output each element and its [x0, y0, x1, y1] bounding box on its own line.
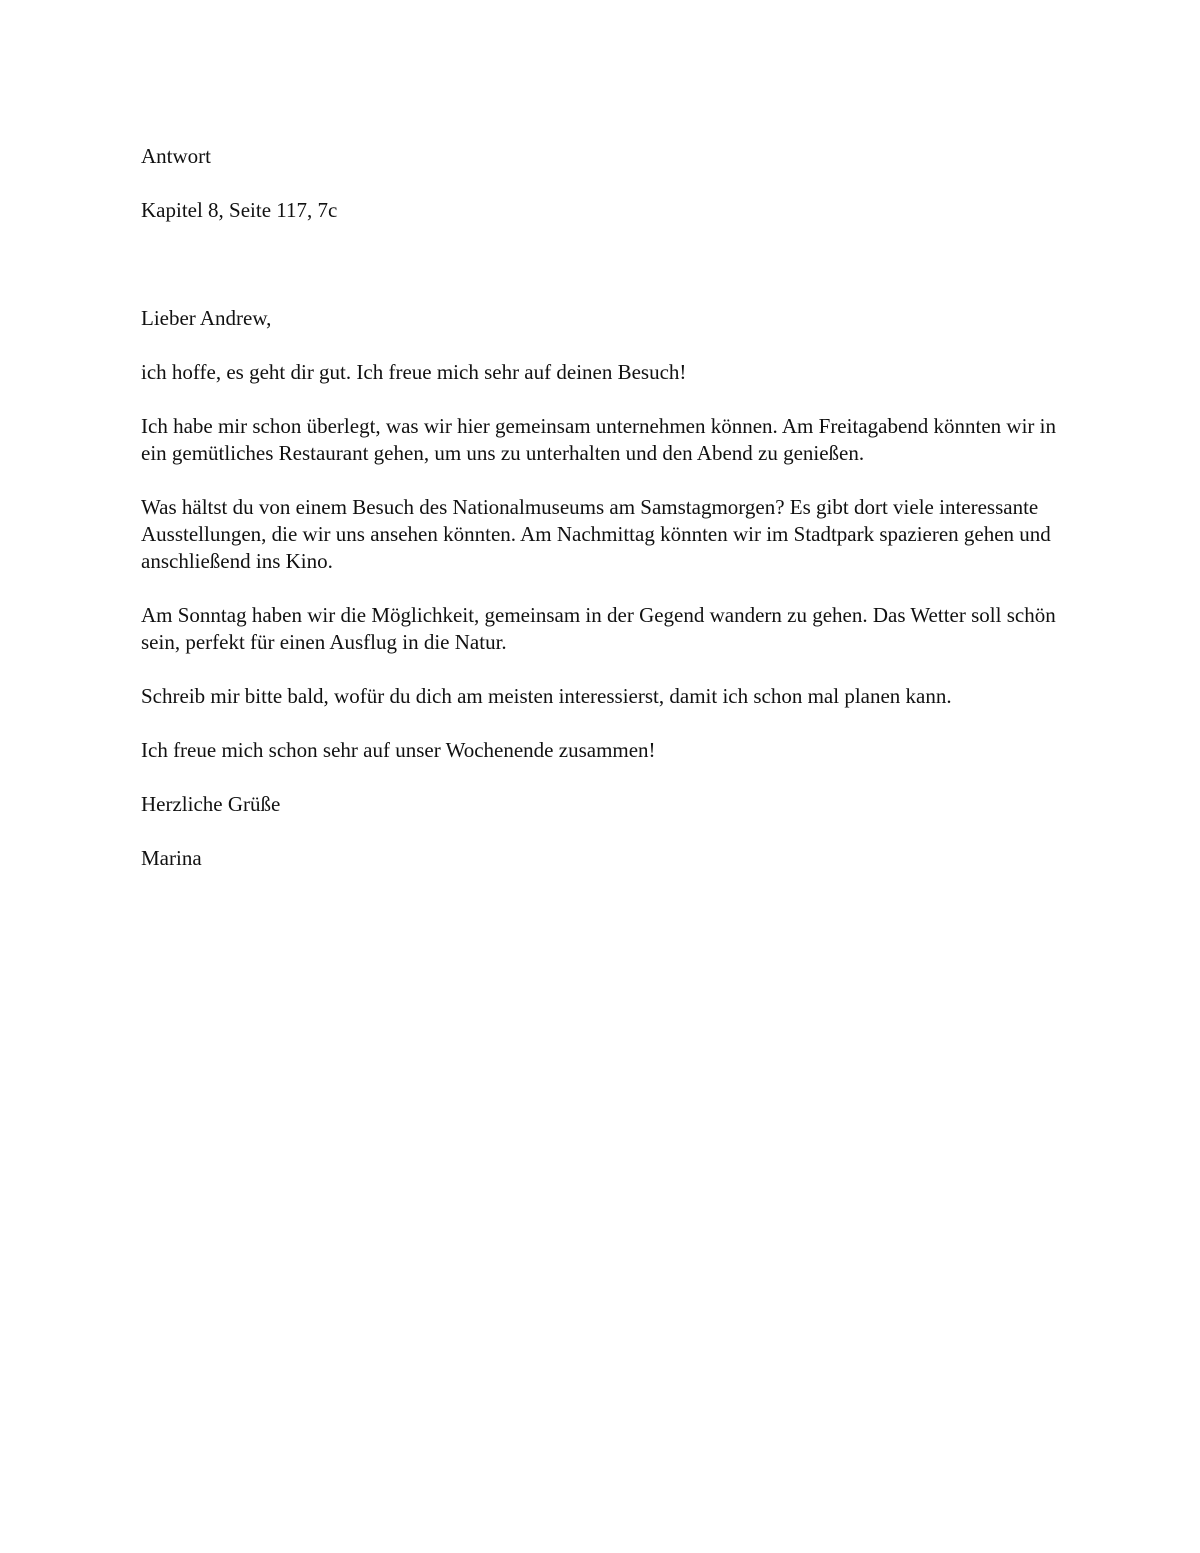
- letter-body: [141, 143, 1071, 899]
- letter-salutation: Lieber Andrew,: [141, 306, 272, 330]
- letter-signature: Marina: [141, 846, 202, 870]
- letter-paragraph: ich hoffe, es geht dir gut. Ich freue mich sehr auf deinen Besuch!: [141, 360, 687, 384]
- exercise-reference: Kapitel 8, Seite 117, 7c: [141, 198, 338, 222]
- letter-paragraph: Ich habe mir schon überlegt, was wir hier gemeinsam unternehmen können. Am Freitagabend könnten wir in ein gemütliches Restaurant gehen, um uns zu unterhalten und den Abend zu genießen.: [141, 414, 1056, 465]
- document-heading: Antwort: [141, 144, 211, 168]
- letter-paragraph: Schreib mir bitte bald, wofür du dich am meisten interessierst, damit ich schon mal planen kann.: [141, 684, 952, 708]
- letter-paragraph: Was hältst du von einem Besuch des Nationalmuseums am Samstagmorgen? Es gibt dort viele interessante Ausstellungen, die wir uns ansehen könnten. Am Nachmittag könnten wir im Stadtpark spazieren gehen und anschließend ins Kino.: [141, 495, 1051, 573]
- letter-paragraph: Ich freue mich schon sehr auf unser Wochenende zusammen!: [141, 738, 656, 762]
- letter-paragraph: Am Sonntag haben wir die Möglichkeit, gemeinsam in der Gegend wandern zu gehen. Das Wetter soll schön sein, perfekt für einen Ausflug in die Natur.: [141, 603, 1056, 654]
- letter-closing: Herzliche Grüße: [141, 792, 281, 816]
